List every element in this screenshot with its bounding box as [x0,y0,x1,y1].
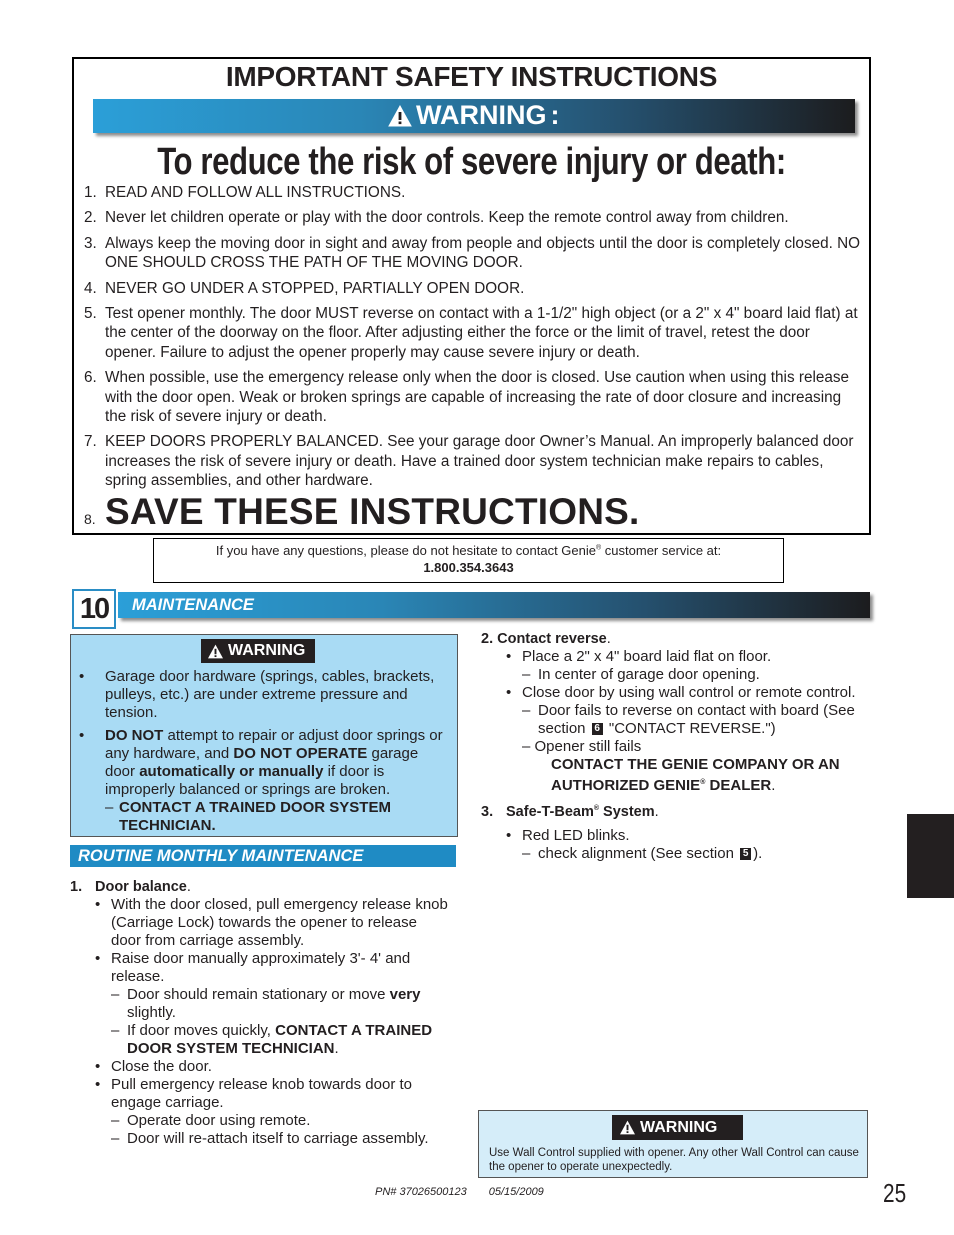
list-item: • Pull emergency release knob towards door to engage carriage. [70,1076,450,1112]
item-number: 1. [84,184,97,201]
contact-text [154,543,783,558]
step-text: Raise door manually approximately 3'- 4' and release. [111,950,411,985]
emphasis-text: CONTACT A TRAINED DOOR SYSTEM TECHNICIAN. [119,799,391,834]
list-item [84,368,864,426]
item-number: 6. [84,369,97,387]
list-item [84,208,864,227]
bullet: • [79,727,85,744]
item-number: 5. [84,305,97,323]
step-text: Door fails to reverse on contact with board (See section [538,702,855,737]
emphasis-text: very [389,986,421,1003]
warning-text: Garage door hardware (springs, cables, brackets, pulleys, etc.) are under extreme pressure and tension. [105,668,435,721]
item-text: READ AND FOLLOW ALL INSTRUCTIONS. [105,184,406,201]
list-item: • Red LED blinks. [506,826,630,844]
list-item [84,304,864,362]
list-item [79,668,451,722]
warning-banner [93,99,855,133]
section-number: 10 [72,589,116,629]
warning-list [79,668,451,840]
step-heading: 1. Door balance. [70,879,191,895]
step-title: Contact reverse [497,631,607,647]
step-title: Door balance [95,879,187,895]
item-number: 4. [84,279,97,297]
item-text: KEEP DOORS PROPERLY BALANCED. See your garage door Owner’s Manual. An improperly balanced door increases the risk of severe injury or death. Have a trained door system technician make repairs to cables, spring assemblies, and other hardware. [105,433,854,490]
dash: – [105,799,114,816]
section-ref-badge: 5 [740,848,751,860]
maintenance-warning-box [70,634,458,837]
registered-mark: ® [700,779,706,786]
dash-item: – Operate door using remote. [111,1112,311,1129]
section-title: MAINTENANCE [132,596,254,614]
list-item: • Close door by using wall control or remote control. [506,684,856,701]
step-text: If door moves quickly, [127,1022,276,1039]
warning-triangle-icon [388,105,412,127]
step-heading: 3. Safe-T-Beam® System. [481,803,659,820]
list-item [84,279,864,298]
section-header-bar [118,592,870,618]
registered-mark: ® [596,544,602,552]
contact-phone: 1.800.354.3643 [423,560,514,575]
list-item: • Raise door manually approximately 3'- 4' and release. [70,950,450,986]
footer [375,1186,566,1198]
step-text: Place a 2" x 4" board laid flat on floor. [522,648,772,665]
step-text: Close the door. [111,1058,212,1075]
safety-title: IMPORTANT SAFETY INSTRUCTIONS [225,61,718,92]
contact-text-end: customer service at: [601,543,722,558]
emphasis-text: automatically or manually [139,763,324,780]
emphasis-text: DO NOT OPERATE [233,745,368,762]
warning-text: Use Wall Control supplied with opener. Any other Wall Control can cause the opener to operate unexpectedly. [489,1147,859,1173]
item-number: 2. [84,209,97,227]
save-instructions-row [84,491,640,533]
item-text: Never let children operate or play with the door controls. Keep the remote control away from children. [105,209,789,227]
step-title: Safe-T-Beam [506,803,594,820]
safety-subtitle: To reduce the risk of severe injury or death: [157,141,786,183]
routine-title: ROUTINE MONTHLY MAINTENANCE [78,847,364,865]
section-ref-badge: 6 [592,723,603,735]
step-text: check alignment (See section [538,844,739,862]
step-text: In center of garage door opening. [538,666,760,683]
list-item [79,727,451,835]
step-number: 3. [481,803,494,820]
warning-triangle-icon [207,644,224,659]
warning-text: if door is improperly balanced or springs are broken. [105,763,391,798]
step-door-balance [70,878,450,1148]
warning-badge-label: WARNING [640,1118,718,1136]
warning-word: WARNING [416,100,547,130]
wall-control-warning-box [478,1110,868,1178]
list-item [84,234,864,273]
item-text: NEVER GO UNDER A STOPPED, PARTIALLY OPEN DOOR. [105,279,525,297]
dash-item: – If door moves quickly, CONTACT A TRAINED DOOR SYSTEM TECHNICIAN. [111,1022,433,1057]
safety-list [84,183,864,497]
contact-box [153,538,784,583]
bullet: • [79,668,85,685]
dash-item: – In center of garage door opening. [522,666,760,683]
dash-item: – Door should remain stationary or move very slightly. [111,986,421,1021]
step-number: 2. [481,631,494,647]
list-item [84,432,864,490]
emphasis-text-group: CONTACT THE GENIE COMPANY OR AN AUTHORIZED GENIE® DEALER. [551,756,840,794]
warning-banner-label [388,100,560,131]
warning-text: garage door [105,745,419,780]
step-text: With the door closed, pull emergency release knob (Carriage Lock) towards the opener to release door from carriage assembly. [111,896,448,949]
item-number: 7. [84,433,97,451]
list-item [84,183,864,202]
step-text: "CONTACT REVERSE.") [604,720,776,737]
step-text: Close door by using wall control or remote control. [522,684,856,701]
step-title: System [599,803,655,820]
item-text: Test opener monthly. The door MUST reverse on contact with a 1-1/2" high object (or a 2" x 4" board laid flat) at the center of the doorway on the floor. After adjusting either the force or the limit of travel, retest the door opener. Failure to adjust the opener properly may cause severe injury or death. [105,305,858,361]
item-text: When possible, use the emergency release only when the door is closed. Use caution when using this release with the door open. Weak or broken springs are capable of increasing the rate of door closure and increasing the risk of severe injury or death. [105,369,850,426]
safety-instructions-box [72,57,871,535]
page-number: 25 [883,1178,907,1208]
step-text: Pull emergency release knob towards door to engage carriage. [111,1076,412,1111]
item-number: 3. [84,234,97,252]
warning-text-group [105,727,451,835]
warning-badge [201,639,315,663]
step-heading: 2. Contact reverse. [481,631,611,647]
warning-triangle-icon [619,1120,636,1135]
warning-badge [612,1115,743,1140]
step-number: 1. [70,879,83,895]
emphasis-text: CONTACT A TRAINED DOOR SYSTEM TECHNICIAN [127,1022,433,1057]
steps-right-column [481,630,881,863]
emphasis-text: DEALER [705,777,772,794]
warning-colon: : [550,100,560,130]
routine-header-bar [70,845,456,867]
registered-mark: ® [593,805,600,812]
dash-item: – Door fails to reverse on contact with board (See section 6 "CONTACT REVERSE.") [522,702,855,737]
emphasis-text: CONTACT THE GENIE COMPANY OR AN AUTHORIZED GENIE [551,756,840,794]
side-tab-marker [907,814,954,898]
dash-item: – Door will re-attach itself to carriage assembly. [111,1130,429,1147]
step-text: Operate door using remote. [127,1112,311,1129]
step-text: ). [753,844,763,862]
part-number: PN# 37026500123 [375,1186,467,1198]
save-instructions-heading: SAVE THESE INSTRUCTIONS. [105,491,640,532]
list-item: • Close the door. [95,1058,212,1075]
list-item: • Place a 2" x 4" board laid flat on floor. [506,648,772,665]
item-text: Always keep the moving door in sight and away from people and objects until the door is completely closed. NO ONE SHOULD CROSS THE PATH OF THE MOVING DOOR. [105,234,861,272]
step-text: Red LED blinks. [522,826,630,844]
list-item: • With the door closed, pull emergency release knob (Carriage Lock) towards the opener to release door from carriage assembly. [70,896,450,950]
step-text: slightly. [127,1004,176,1021]
step-text: Door will re-attach itself to carriage assembly. [127,1130,429,1147]
step-text: Door should remain stationary or move [127,986,390,1003]
contact-text-start: If you have any questions, please do not hesitate to contact Genie [215,543,597,558]
dash-item: – check alignment (See section 5 ). [522,844,763,862]
item-number: 8. [84,511,96,527]
emphasis-text: DO NOT [105,727,164,744]
warning-text: attempt to repair or adjust door springs or any hardware, and [105,727,443,762]
dash-item: – Opener still fails [522,738,642,755]
warning-badge-label: WARNING [228,642,306,659]
dash-item [105,799,451,835]
footer-date: 05/15/2009 [488,1186,544,1198]
